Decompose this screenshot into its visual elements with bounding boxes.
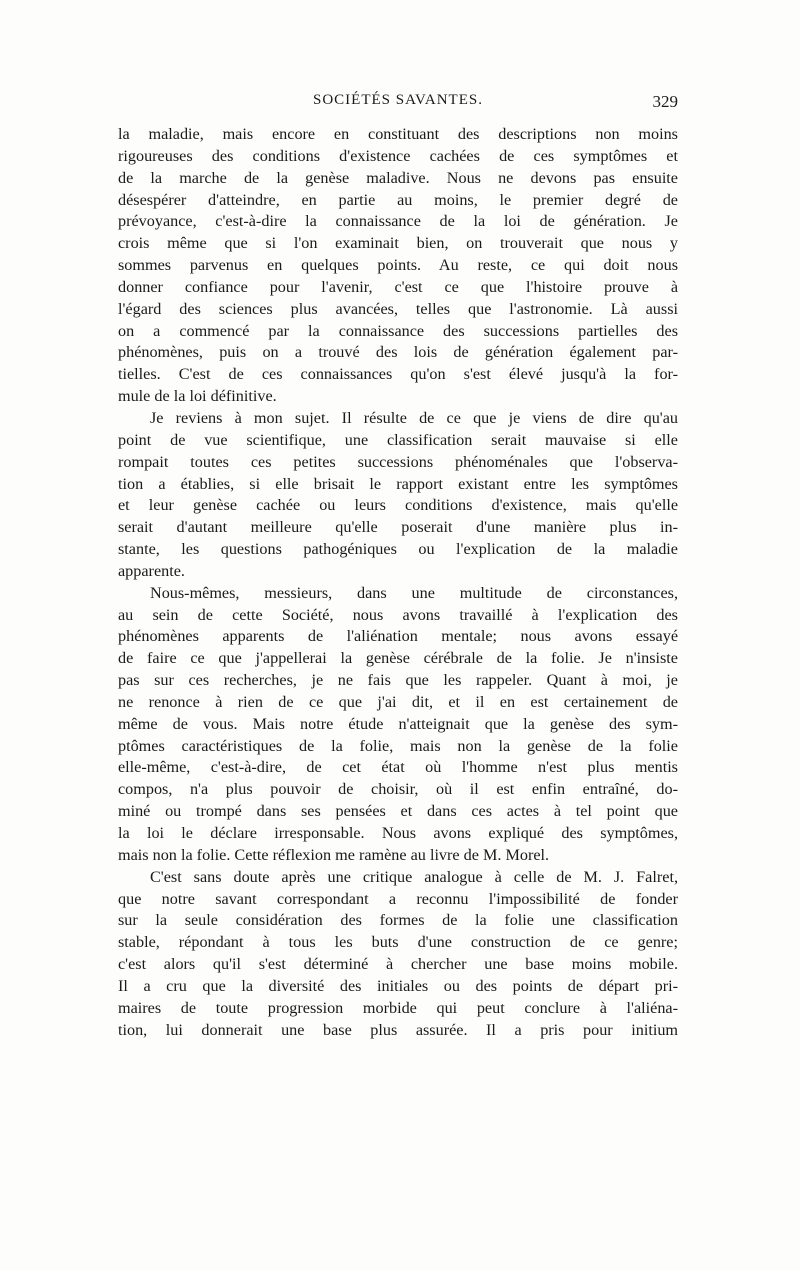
text-line: prévoyance, c'est-à-dire la connaissance de la loi de génération. Je — [118, 212, 678, 231]
text-line: compos, n'a plus pouvoir de choisir, où il est enfin entraîné, do- — [118, 780, 678, 799]
text-line: miné ou trompé dans ses pensées et dans ces actes à tel point que — [118, 802, 678, 821]
text-line: stante, les questions pathogéniques ou l'explication de la maladie — [118, 540, 678, 559]
text-line: tion a établies, si elle brisait le rapport existant entre les symptômes — [118, 474, 678, 493]
text-line: l'égard des sciences plus avancées, telles que l'astronomie. Là aussi — [118, 299, 678, 318]
text-line: tion, lui donnerait une base plus assurée. Il a pris pour initium — [118, 1020, 678, 1039]
text-line: sommes parvenus en quelques points. Au reste, ce qui doit nous — [118, 256, 678, 275]
paragraph-start-line: C'est sans doute après une critique analogue à celle de M. J. Falret, — [150, 867, 678, 886]
text-line: maires de toute progression morbide qui peut conclure à l'aliéna- — [118, 998, 678, 1017]
text-line: donner confiance pour l'avenir, c'est ce que l'histoire prouve à — [118, 277, 678, 296]
text-line: sur la seule considération des formes de la folie une classification — [118, 911, 678, 930]
text-line: la loi le déclare irresponsable. Nous avons expliqué des symptômes, — [118, 824, 678, 842]
paragraph-start-line: Nous-mêmes, messieurs, dans une multitude de circonstances, — [150, 583, 678, 602]
text-line: elle-même, c'est-à-dire, de cet état où l'homme n'est plus mentis — [118, 758, 678, 777]
text-line: ptômes caractéristiques de la folie, mais non la genèse de la folie — [118, 736, 678, 755]
text-line: rompait toutes ces petites successions phénoménales que l'observa- — [118, 452, 678, 471]
text-line: et leur genèse cachée ou leurs conditions d'existence, mais qu'elle — [118, 496, 678, 515]
text-line: de la marche de la genèse maladive. Nous ne devons pas ensuite — [118, 168, 678, 187]
text-line: phénomènes apparents de l'aliénation mentale; nous avons essayé — [118, 627, 678, 646]
text-line: c'est alors qu'il s'est déterminé à chercher une base moins mobile. — [118, 955, 678, 974]
text-line: au sein de cette Société, nous avons travaillé à l'explication des — [118, 605, 678, 624]
text-line: stable, répondant à tous les buts d'une construction de ce genre; — [118, 933, 678, 952]
text-line: de faire ce que j'appellerai la genèse cérébrale de la folie. Je n'insiste — [118, 649, 678, 668]
text-line: rigoureuses des conditions d'existence cachées de ces symptômes et — [118, 146, 678, 165]
text-line: désespérer d'atteindre, en partie au moins, le premier degré de — [118, 190, 678, 209]
page-number: 329 — [652, 92, 678, 111]
text-line: Il a cru que la diversité des initiales ou des points de départ pri- — [118, 976, 678, 995]
text-line: phénomènes, puis on a trouvé des lois de génération également par- — [118, 343, 678, 362]
text-line: même de vous. Mais notre étude n'atteignait que la genèse des sym- — [118, 714, 678, 733]
text-line: crois même que si l'on examinait bien, on trouverait que nous y — [118, 234, 678, 253]
text-line: pas sur ces recherches, je ne fais que les rappeler. Quant à moi, je — [118, 671, 678, 690]
text-line: point de vue scientifique, une classification serait mauvaise si elle — [118, 430, 678, 449]
paragraph-start-line: Je reviens à mon sujet. Il résulte de ce que je viens de dire qu'au — [150, 408, 678, 427]
running-title: SOCIÉTÉS SAVANTES. — [313, 92, 483, 108]
paragraph-end-line: apparente. — [118, 561, 185, 580]
page-header — [118, 92, 678, 116]
text-line: serait d'autant meilleure qu'elle poserait d'une manière plus in- — [118, 518, 678, 537]
text-line: tielles. C'est de ces connaissances qu'on s'est élevé jusqu'à la for- — [118, 365, 678, 384]
body-text — [118, 124, 678, 1041]
paragraph-end-line: mule de la loi définitive. — [118, 387, 277, 406]
text-line: ne renonce à rien de ce que j'ai dit, et il en est certainement de — [118, 692, 678, 711]
paragraph-end-line: mais non la folie. Cette réflexion me ramène au livre de M. Morel. — [118, 845, 550, 864]
text-line: que notre savant correspondant a reconnu l'impossibilité de fonder — [118, 889, 678, 908]
text-line: la maladie, mais encore en constituant des descriptions non moins — [118, 125, 678, 143]
text-line: on a commencé par la connaissance des successions partielles des — [118, 321, 678, 340]
